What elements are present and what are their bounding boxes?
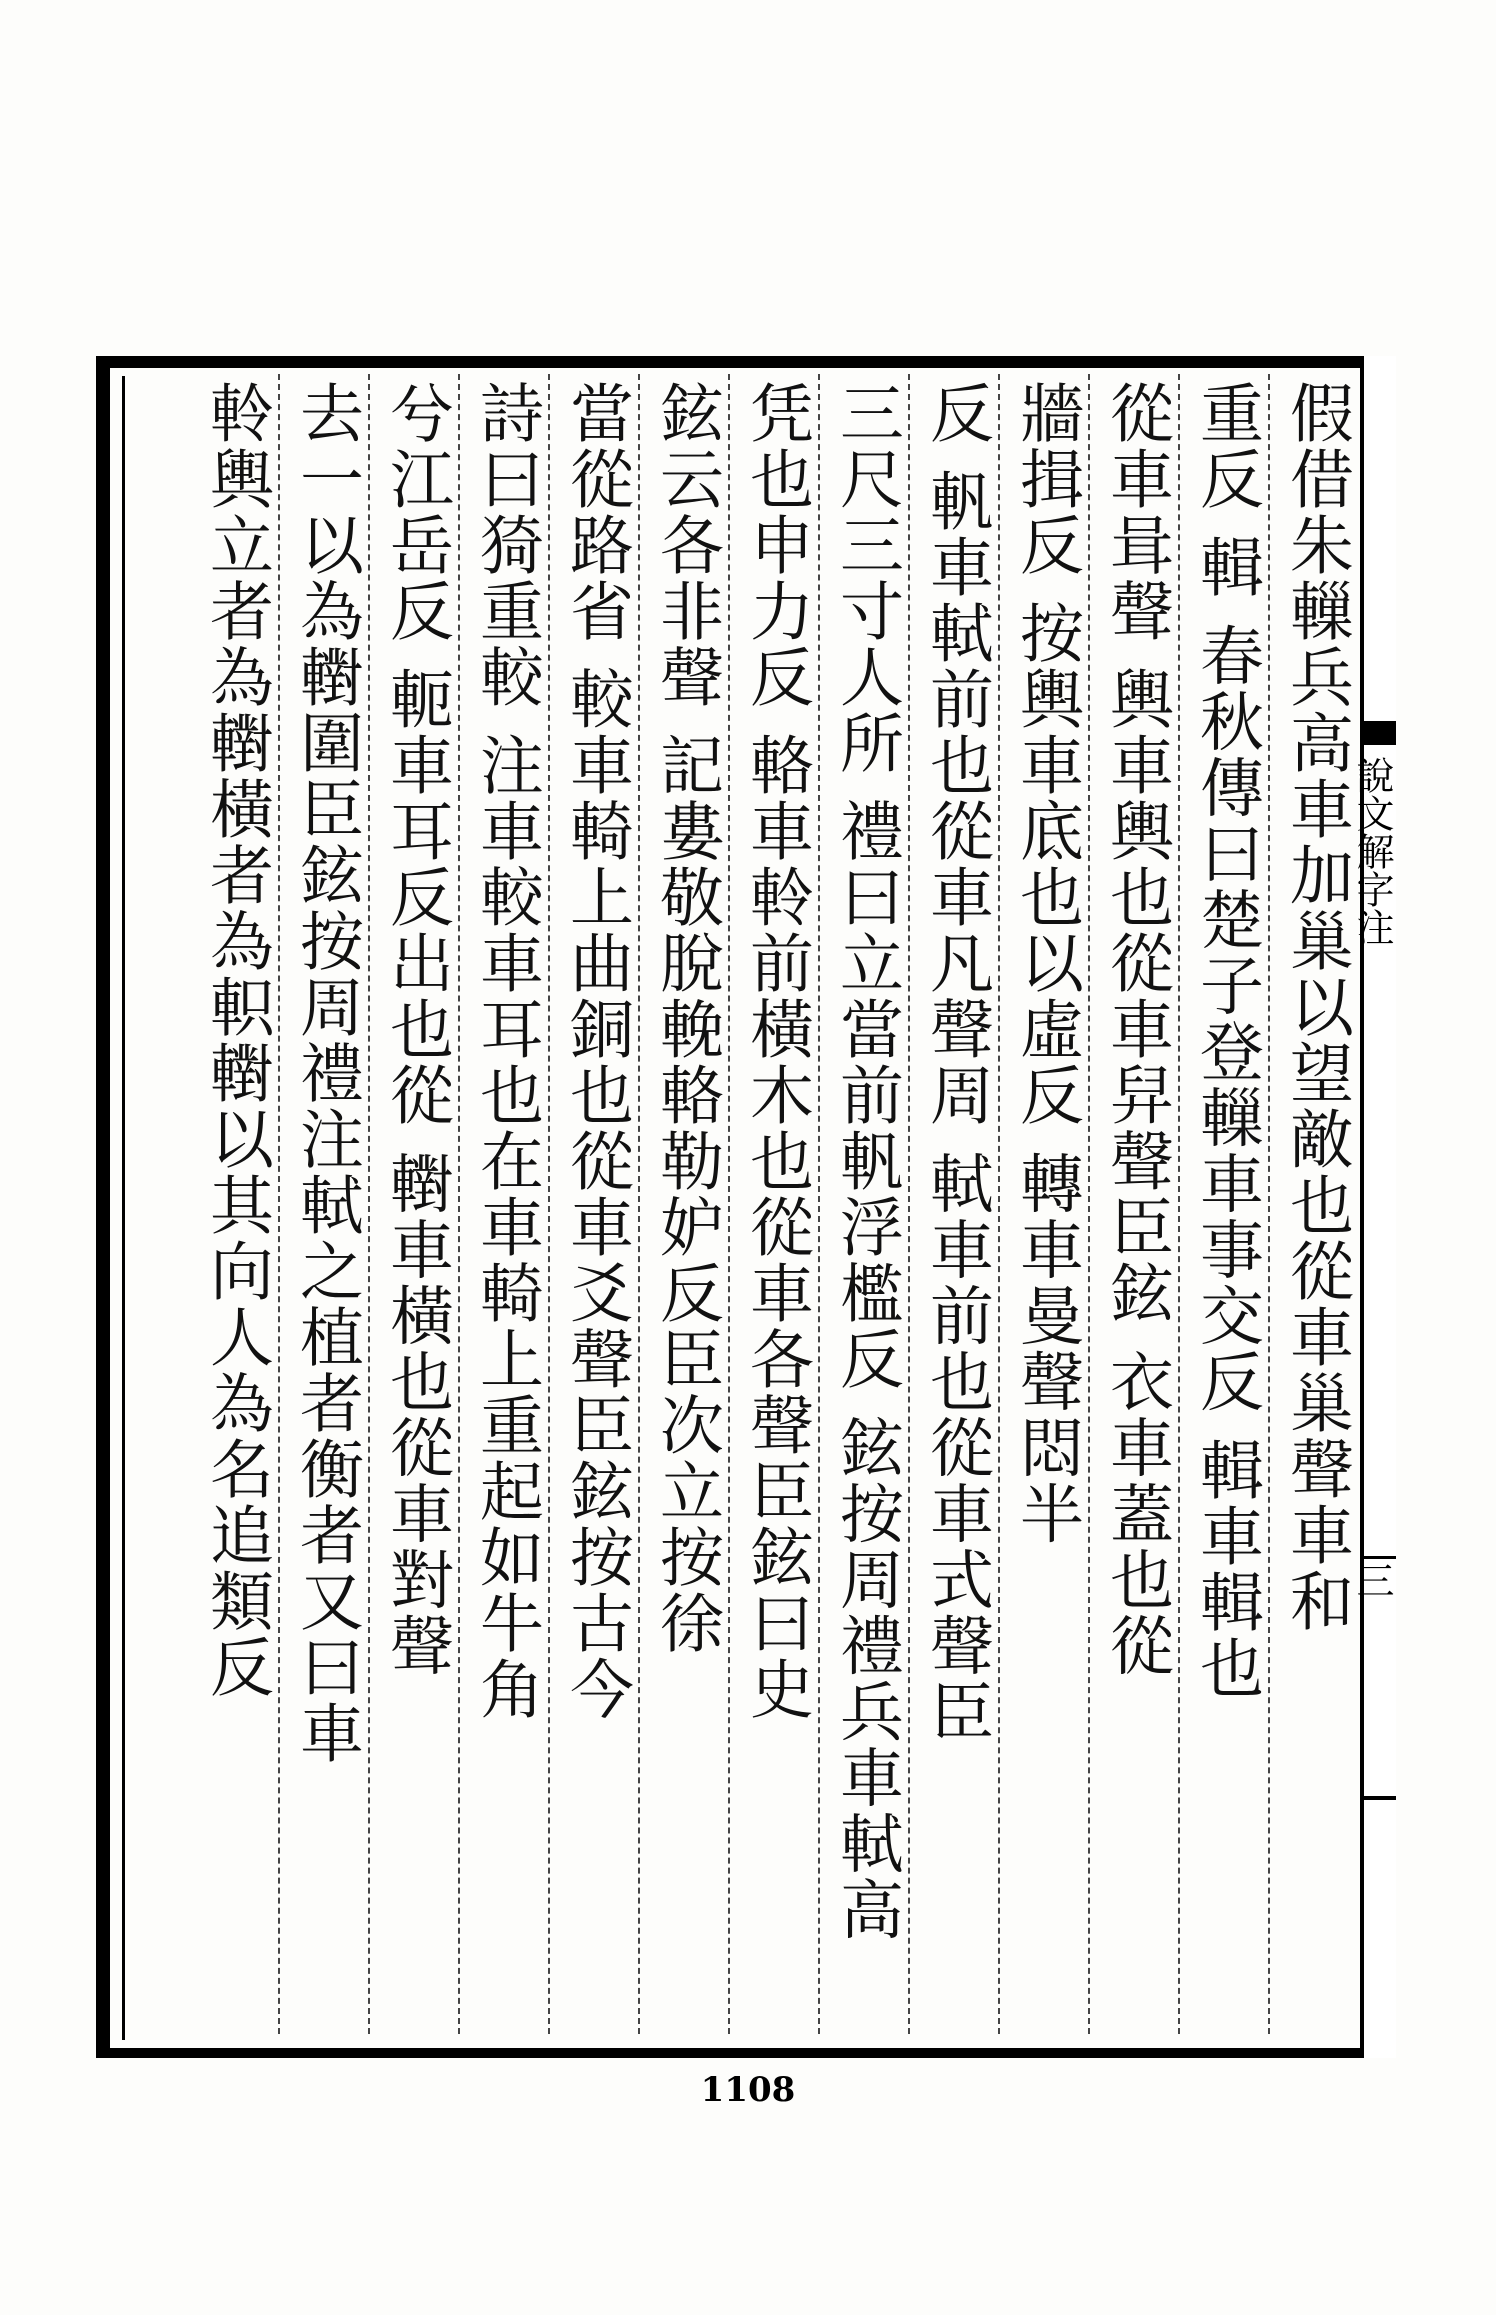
column-text: 假借朱轈兵高車加巢以望敵也從車巢聲車和: [1279, 380, 1353, 1634]
column-text: 反 軓車軾前也從車凡聲周 軾車前也從車式聲臣: [919, 380, 993, 1745]
page-number: 1108: [700, 2070, 796, 2110]
text-column-12: [284, 374, 368, 2034]
column-text: 當從路省 較車輢上曲銅也從車爻聲臣鉉按古今: [559, 380, 633, 1723]
column-divider: [908, 374, 910, 2034]
column-divider: [998, 374, 1000, 2034]
column-text: 軨輿立者為轛橫者為軹轛以其向人為名追類反: [199, 380, 273, 1700]
column-text: 牆揖反 按輿車底也以虛反 轉車曼聲悶半: [1009, 380, 1083, 1547]
text-column-1: [1274, 374, 1358, 2034]
text-column-9: [554, 374, 638, 2034]
running-head: 說文解字注: [1350, 756, 1394, 946]
text-column-5: [914, 374, 998, 2034]
text-column-4: [1004, 374, 1088, 2034]
column-text: 從車咠聲 輿車輿也從車舁聲臣鉉 衣車蓋也從: [1099, 380, 1173, 1679]
column-divider: [818, 374, 820, 2034]
leaf-number: 三: [1350, 1561, 1394, 1599]
text-column-3: [1094, 374, 1178, 2034]
text-column-11: [374, 374, 458, 2034]
leaf-rule-top: [1364, 1556, 1396, 1559]
inner-border-rule: [122, 376, 125, 2040]
column-text: 詩曰猗重較 注車較車耳也在車輢上重起如牛角: [469, 380, 543, 1723]
text-column-7: [734, 374, 818, 2034]
column-text: 三尺三寸人所 禮曰立當前軓浮檻反 鉉按周禮兵車軾高: [829, 380, 903, 1943]
text-column-6: [824, 374, 908, 2034]
column-divider: [368, 374, 370, 2034]
column-text: 凭也申力反 輅車軨前橫木也從車各聲臣鉉曰史: [739, 380, 813, 1723]
column-text: 去一以為轛圍臣鉉按周禮注軾之植者衡者又曰車: [289, 380, 363, 1766]
fold-margin: [1350, 356, 1396, 2058]
column-divider: [638, 374, 640, 2034]
column-text: 兮江岳反 軛車耳反出也從 轛車橫也從車對聲: [379, 380, 453, 1679]
column-divider: [548, 374, 550, 2034]
text-column-2: [1184, 374, 1268, 2034]
text-column-10: [464, 374, 548, 2034]
column-divider: [278, 374, 280, 2034]
text-column-13: [194, 374, 278, 2034]
column-text: 重反 輯 春秋傳曰楚子登轈車事交反 輯車輯也: [1189, 380, 1263, 1702]
fish-tail-mark: [1364, 721, 1396, 745]
column-divider: [1178, 374, 1180, 2034]
column-divider: [1088, 374, 1090, 2034]
text-column-8: [644, 374, 728, 2034]
column-divider: [1268, 374, 1270, 2034]
column-divider: [728, 374, 730, 2034]
leaf-rule-bottom: [1364, 1796, 1396, 1800]
column-text: 鉉云各非聲 記婁敬脫輓輅勒妒反臣次立按徐: [649, 380, 723, 1657]
column-divider: [458, 374, 460, 2034]
